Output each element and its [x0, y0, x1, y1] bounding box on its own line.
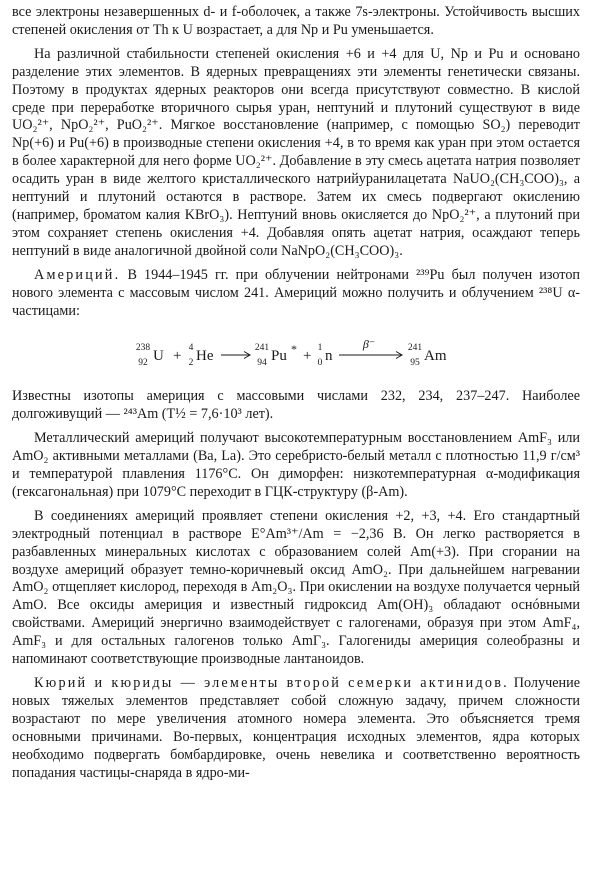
neutron-symbol: n — [325, 348, 333, 365]
pu-mass-number: 241 — [254, 343, 270, 354]
u-atomic-number: 92 — [138, 358, 148, 369]
paragraph-isotopes: Известны изотопы америция с массовыми числами 232, 234, 237–247. Наиболее долгоживущий — ²⁴³Am (T½ = 7,6·10³ лет). — [12, 388, 580, 423]
nuclear-reaction-equation — [12, 334, 580, 374]
section-heading-curium: Кюрий и кюриды — элементы второй семерки актинидов. — [34, 675, 509, 691]
neutron-charge-number: 0 — [317, 358, 323, 369]
paragraph-curium-text: Получение новых тяжелых элементов представляет собой сложную задачу, причем сложности возрастают по мере увеличения атомного номера элемента. Это объясняется тремя основными причинами. Во-первых, концентрация исходных элементов, ядра которых необходимо подвергать бомбардировке, очень невелика и соответственно вероятность попадания частицы-снаряда в ядро-ми- — [12, 675, 581, 781]
u-symbol: U — [153, 348, 164, 365]
he-symbol: He — [196, 348, 214, 365]
plus-sign-2: + — [303, 348, 312, 365]
beta-decay-label: β⁻ — [362, 337, 376, 352]
paragraph-metallic-americium: Металлический америций получают высокотемпературным восстановлением AmF₃ или AmO₂ активными металлами (Ba, La). Это серебристо-белый металл с плотностью 11,9 г/см³ и температурой плавления 1176°С. Он диморфен: низкотемпературная α-модификация (гексагональная) при 1079°С переходит в ГЦК-структуру (β-Am). — [12, 430, 580, 500]
am-symbol: Am — [424, 348, 447, 365]
excited-state-star: * — [291, 342, 297, 357]
paragraph-curium — [12, 675, 580, 782]
pu-atomic-number: 94 — [257, 358, 267, 369]
plus-sign: + — [173, 348, 182, 365]
am-atomic-number: 95 — [410, 358, 420, 369]
paragraph-compounds: В соединениях америций проявляет степени окисления +2, +3, +4. Его стандартный электродный потенциал в растворе E°Am³⁺/Am = −2,36 В. Он легко растворяется в разбавленных минеральных кислотах с образованием солей Am(+3). При сгорании на воздухе америций образует темно-коричневый оксид AmO₂. При дальнейшем нагревании AmO₂ отщепляет кислород, переходя в Am₂O₃. При окислении на воздухе получается черный AmO. Все оксиды америция и известный гидроксид Am(OH)₃ обладают оснóвными свойствами. Америций энергично взаимодействует с галогенами, образуя при этом AmF₄, AmF₃ и для остальных галогенов только AmГ₃. Галогениды америция солеобразны и напоминают соответствующие производные лантаноидов. — [12, 507, 580, 668]
paragraph-americium-text: В 1944–1945 гг. при облучении нейтронами ²³⁹Pu был получен изотоп нового элемента с массовым числом 241. Америций можно получить и облучением ²³⁸U α-частицами: — [12, 266, 581, 319]
he-mass-number: 4 — [188, 343, 194, 354]
section-heading-americium: Америций. — [34, 266, 121, 283]
pu-symbol: Pu — [271, 348, 287, 365]
neutron-mass-number: 1 — [317, 343, 323, 354]
paragraph-oxidation-stability: все электроны незавершенных d- и f-оболочек, а также 7s-электроны. Устойчивость высших степеней окисления от Th к U возрастает, а для Np и Pu уменьшается. — [12, 4, 580, 38]
he-atomic-number: 2 — [188, 358, 194, 369]
paragraph-americium-discovery — [12, 267, 580, 321]
paragraph-separation: На различной стабильности степеней окисления +6 и +4 для U, Np и Pu и основано разделение этих элементов. В ядерных превращениях эти элементы генетически связаны. Поэтому в продуктах ядерных реакторов они всегда присутствуют совместно. В кислой среде при переработке вторичного сырья уран, нептуний и плутоний существуют в виде UO₂²⁺, NpO₂²⁺, PuO₂²⁺. Мягкое восстановление (например, с помощью SO₂) переводит Np(+6) и Pu(+6) в производные степени окисления +4, в то время как уран при этом остается в более характерной для него форме UO₂²⁺. Добавление в эту смесь ацетата натрия позволяет осадить уран в виде желтого кристаллического натрийуранилацетата NaUO₂(CH₃COO)₃, а нептуний и плутоний остаются в растворе. Затем их смесь подвергают окислению (например, броматом калия KBrO₃). Нептуний вновь окисляется до NpO₂²⁺, а плутоний при этом сохраняет степень окисления +4. Добавляя опять ацетат натрия, осаждают теперь нептуний в виде аналогичной двойной соли NaNpO₂(CH₃COO)₃. — [12, 45, 580, 259]
am-mass-number: 241 — [407, 343, 423, 354]
u-mass-number: 238 — [135, 343, 151, 354]
